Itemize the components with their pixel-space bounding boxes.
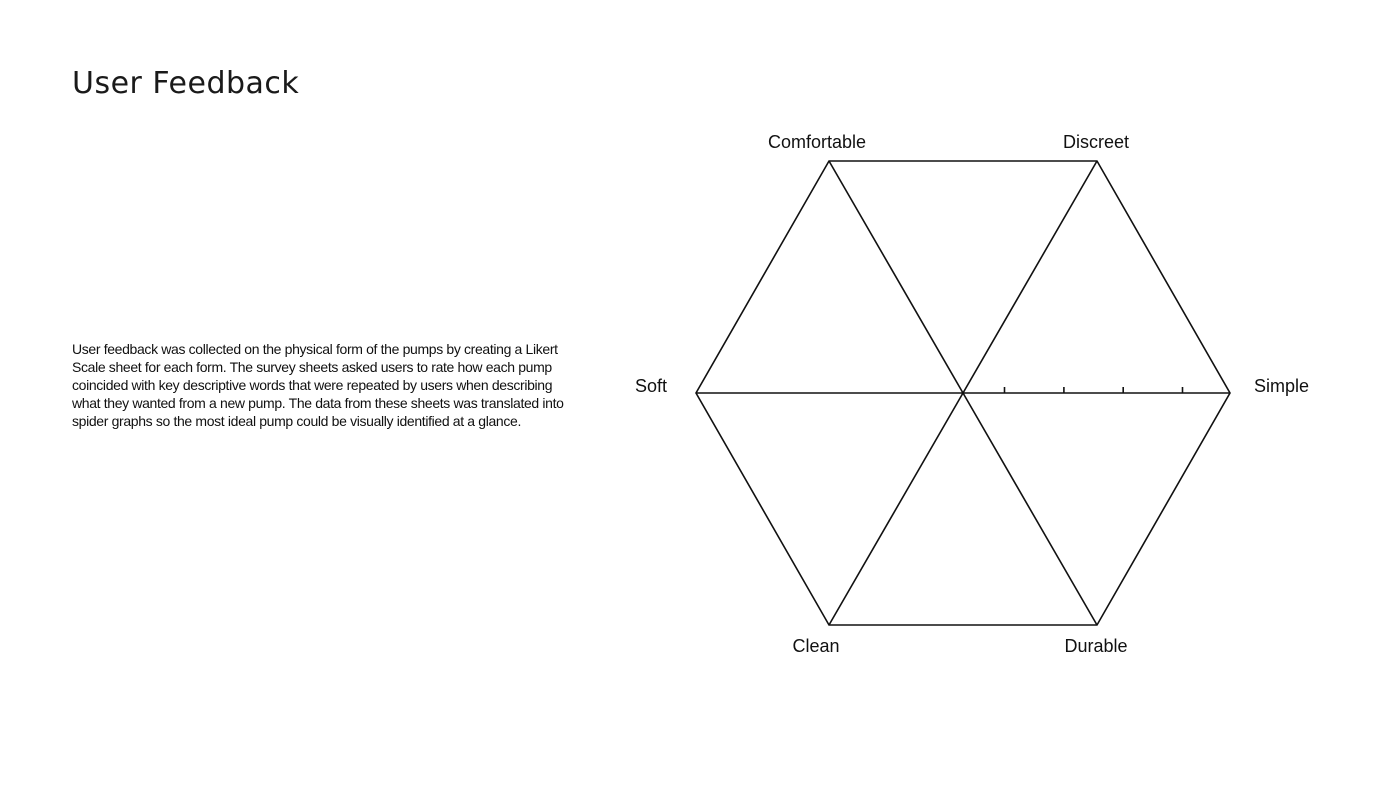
axis-label-comfortable: Comfortable: [767, 132, 867, 152]
axis-label-clean: Clean: [792, 636, 840, 656]
axis-label-simple: Simple: [1254, 376, 1310, 396]
spoke-discreet: [963, 161, 1097, 393]
spider-graph: [620, 120, 1340, 680]
scale-ticks: [1005, 387, 1183, 393]
spoke-durable: [963, 393, 1097, 625]
axis-label-durable: Durable: [1064, 636, 1128, 656]
axis-label-discreet: Discreet: [1062, 132, 1130, 152]
page-title: User Feedback: [72, 66, 300, 101]
spoke-comfortable: [829, 161, 963, 393]
axis-label-soft: Soft: [634, 376, 667, 396]
description-paragraph: User feedback was collected on the physical form of the pumps by creating a Likert Scale sheet for each form. The survey sheets asked users to rate how each pump coincided with key descriptive words that were repeated by users when describing what they wanted from a new pump. The data from these sheets was translated into spider graphs so the most ideal pump could be visually identified at a glance.: [72, 341, 564, 429]
spoke-clean: [829, 393, 963, 625]
